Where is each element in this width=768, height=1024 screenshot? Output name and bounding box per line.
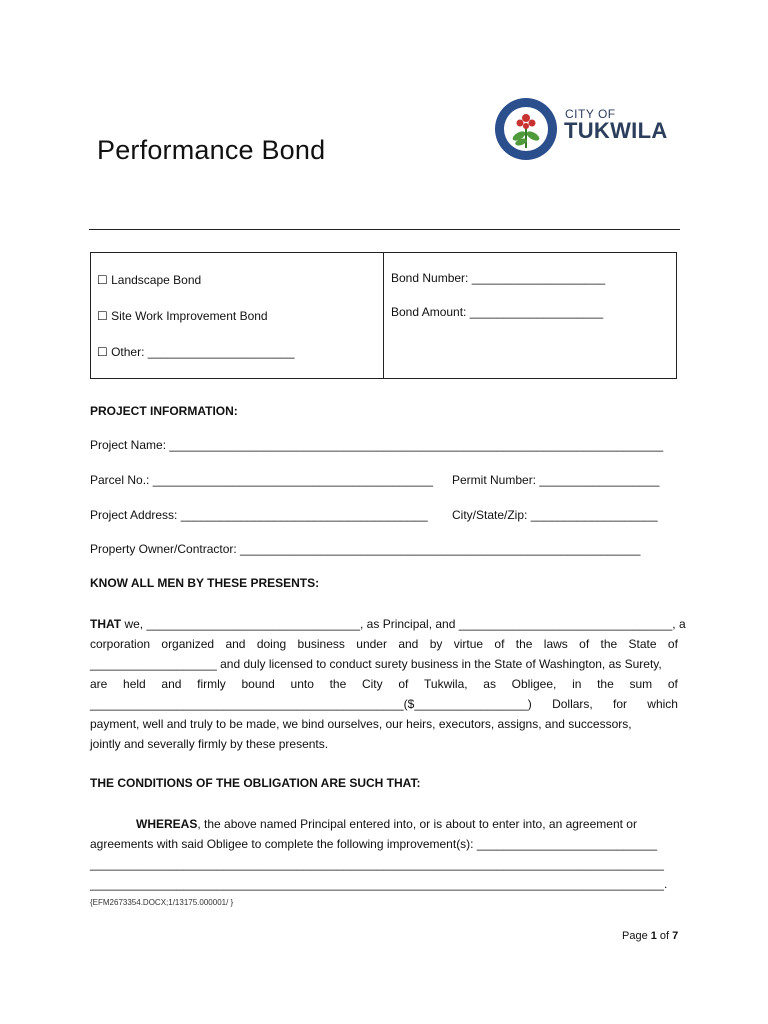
parcel-no-field[interactable]: Parcel No.: __________________________________________ [90,473,433,487]
word: City [361,677,383,691]
word: for [613,697,628,711]
that-line-1-text: we, ________________________________, as Principal, and ________________________________, a [121,617,686,631]
improvement-blank-line[interactable]: ______________________________________________________________________________________ [90,857,664,871]
word: sum [629,677,653,691]
project-info-heading: PROJECT INFORMATION: [90,404,238,418]
word: doing [256,637,287,651]
that-line-4 [90,674,678,694]
word: of [398,677,409,691]
word: are [90,677,108,691]
project-address-field[interactable]: Project Address: _____________________________________ [90,508,428,522]
word: of [667,637,678,651]
bond-box-divider [383,252,384,379]
word: corporation [90,637,151,651]
word: virtue [453,637,484,651]
that-line-2 [90,634,678,654]
word: firmly [197,677,226,691]
that-line-5 [90,694,678,714]
whereas-line-2-text[interactable]: agreements with said Obligee to complete the following improvement(s): ___________________________ [90,837,658,851]
word: organized [161,637,215,651]
that-line-7-text: jointly and severally firmly by these presents. [90,737,329,751]
word: Obligee, [511,677,557,691]
know-all-heading: KNOW ALL MEN BY THESE PRESENTS: [90,576,320,590]
word: by [429,637,443,651]
word: the [600,637,618,651]
word: which [647,697,678,711]
that-line-6 [90,714,678,734]
bond-number-field[interactable]: Bond Number: ____________________ [391,271,606,285]
word: business [297,637,345,651]
word: in [572,677,582,691]
that-paragraph [90,614,686,754]
logo-city-name: TUKWILA [564,118,668,143]
page-of: of [656,930,673,942]
permit-number-field[interactable]: Permit Number: __________________ [452,473,660,487]
document-reference: {EFM2673354.DOCX;1/13175.000001/ } [90,898,234,907]
page-total: 7 [672,930,679,942]
whereas-paragraph [90,814,678,894]
title-rule [89,229,680,230]
site-work-bond-checkbox[interactable]: ☐ Site Work Improvement Bond [97,309,268,323]
logo-city-of: CITY OF [565,107,616,121]
improvement-blank-line[interactable]: ______________________________________________________________________________________. [90,877,668,891]
that-line-6-text: payment, well and truly to be made, we bind ourselves, our heirs, executors, assigns, and successors, [90,717,632,731]
word: the [597,677,614,691]
word: the [329,677,347,691]
sum-blank[interactable]: _______________________________________________($_________________) [90,697,532,711]
that-line-1 [90,614,686,634]
word: and [225,637,246,651]
page-current: 1 [650,930,657,942]
page-title: Performance Bond [97,135,326,165]
whereas-line-3 [90,854,678,874]
word: held [123,677,146,691]
whereas-word: WHEREAS [136,817,198,831]
other-bond-checkbox[interactable]: ☐ Other: ______________________ [97,345,295,359]
whereas-line-1 [90,814,678,834]
word: under [356,637,387,651]
word: as [483,677,496,691]
word: unto [290,677,314,691]
word: laws [543,637,568,651]
bond-amount-field[interactable]: Bond Amount: ____________________ [391,305,604,319]
word: of [579,637,590,651]
city-state-zip-field[interactable]: City/State/Zip: ___________________ [452,508,658,522]
that-line-3-text: ___________________ and duly licensed to conduct surety business in the State of Washington, as Surety, [90,657,662,671]
property-owner-field[interactable]: Property Owner/Contractor: ____________________________________________________________ [90,542,641,556]
whereas-line-4 [90,874,678,894]
word: of [494,637,505,651]
project-name-field[interactable]: Project Name: __________________________________________________________________________ [90,438,664,452]
that-line-7 [90,734,678,754]
that-line-3 [90,654,678,674]
that-word: THAT [90,617,122,631]
page-number [622,930,678,942]
whereas-line-2 [90,834,678,854]
word: and [161,677,182,691]
landscape-bond-checkbox[interactable]: ☐ Landscape Bond [97,273,202,287]
page-label: Page [622,930,651,942]
word: Dollars, [552,697,593,711]
city-seal-icon [493,96,563,162]
word: of [667,677,678,691]
word: Tukwila, [424,677,468,691]
word: the [515,637,533,651]
conditions-heading: THE CONDITIONS OF THE OBLIGATION ARE SUCH THAT: [90,776,421,790]
whereas-line-1-text: , the above named Principal entered into, or is about to enter into, an agreement or [197,817,637,831]
word: and [398,637,419,651]
word: bound [241,677,275,691]
word: State [628,637,657,651]
